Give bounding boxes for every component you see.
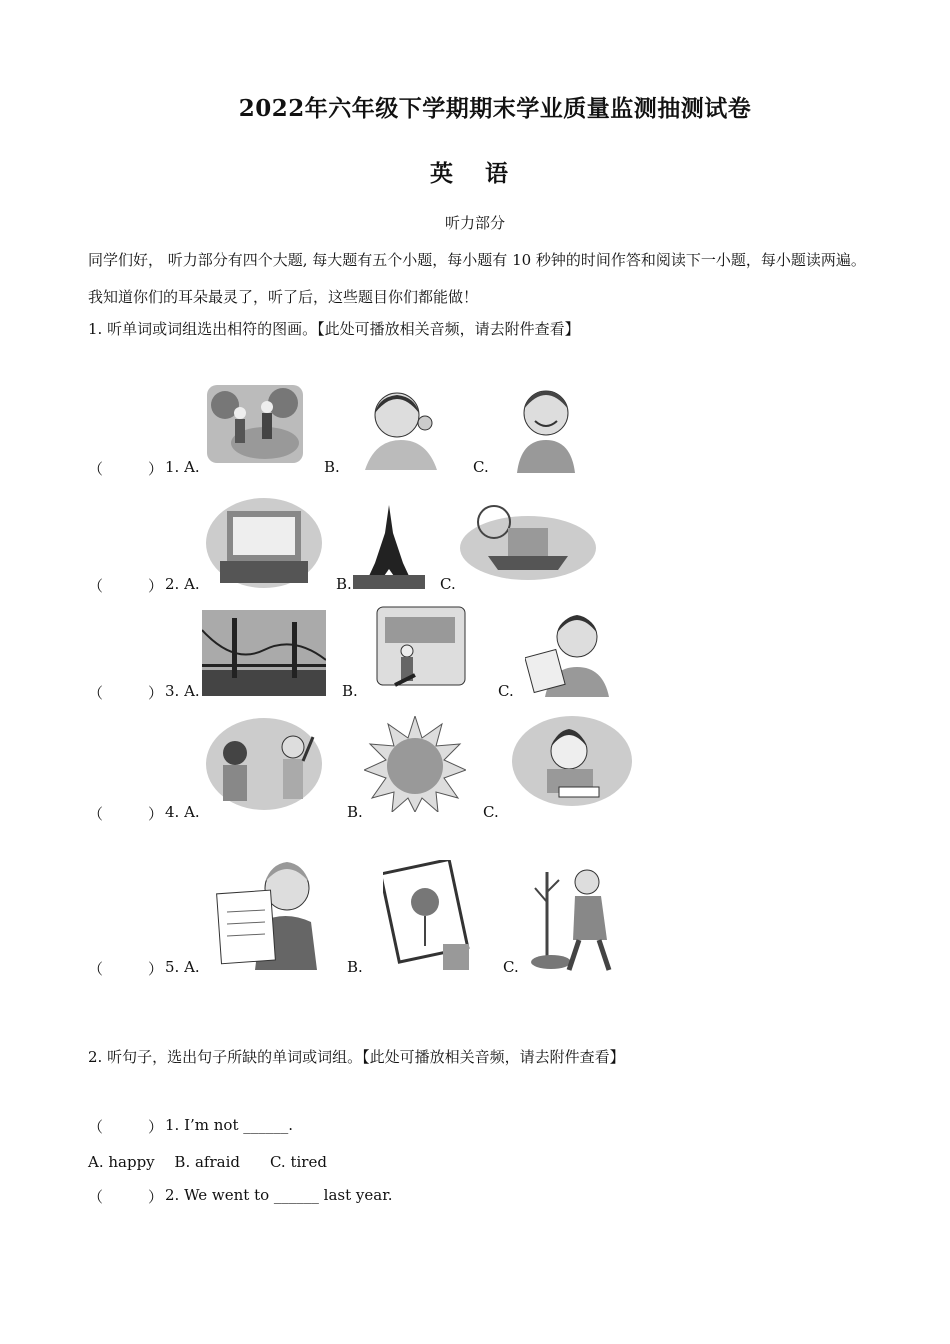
part1-heading: 1. 听单词或词组选出相符的图画。【此处可播放相关音频，请去附件查看】 [88, 320, 580, 338]
item-number: 2. A. [165, 575, 200, 593]
picture-boy-reading [525, 607, 611, 697]
answer-paren: （ ） [88, 1188, 164, 1206]
question-text: 1. I’m not ______. [165, 1116, 294, 1134]
picture-drawing-flower [383, 860, 471, 972]
item-number: 1. A. [165, 458, 200, 476]
picture-park-family [205, 383, 305, 465]
answer-paren: （ ） [88, 805, 164, 823]
option-c-label: C. [440, 575, 456, 593]
picture-stage-show [205, 497, 323, 589]
answer-paren: （ ） [88, 684, 164, 702]
picture-boy-bus [375, 605, 467, 695]
picture-boy-test-paper [215, 852, 331, 970]
answer-paren: （ ） [88, 460, 164, 478]
option-b-label: B. [324, 458, 340, 476]
answer-options: A. happy B. afraid C. tired [88, 1153, 327, 1171]
picture-boy-laughing [515, 385, 577, 473]
option-c-label: C. [503, 958, 519, 976]
option-b-label: B. [347, 958, 363, 976]
picture-girl-writing [511, 715, 633, 807]
picture-golden-gate-bridge [202, 610, 326, 696]
item-number: 3. A. [165, 682, 200, 700]
option-b-label: B. [347, 803, 363, 821]
option-c-label: C. [473, 458, 489, 476]
intro-paragraph: 同学们好， 听力部分有四个大题, 每大题有五个小题，每小题有 10 秒钟的时间作答和阅读下一小题，每小题读两遍。我知道你们的耳朵最灵了，听了后，这些题目你们都能做！ [88, 251, 866, 306]
page-title: 2022年六年级下学期期末学业质量监测抽测试卷 [238, 95, 752, 122]
picture-planting-tree [525, 862, 625, 974]
part2-heading: 2. 听句子，选出句子所缺的单词或词组。【此处可播放相关音频，请去附件查看】 [88, 1048, 625, 1066]
picture-girls-waving [205, 717, 323, 811]
picture-boat-ride [458, 498, 598, 583]
answer-paren: （ ） [88, 960, 164, 978]
picture-eiffel-tower [353, 503, 425, 589]
option-b-label: B. [336, 575, 352, 593]
option-c-label: C. [483, 803, 499, 821]
section-title: 听力部分 [444, 214, 505, 232]
subject-title: 英 语 [429, 160, 520, 187]
item-number: 4. A. [165, 803, 200, 821]
option-b-label: B. [342, 682, 358, 700]
option-c-label: C. [498, 682, 514, 700]
question-text: 2. We went to ______ last year. [165, 1186, 393, 1204]
picture-sun [364, 716, 466, 812]
answer-paren: （ ） [88, 577, 164, 595]
answer-paren: （ ） [88, 1118, 164, 1136]
picture-girl-cough [355, 385, 447, 470]
item-number: 5. A. [165, 958, 200, 976]
